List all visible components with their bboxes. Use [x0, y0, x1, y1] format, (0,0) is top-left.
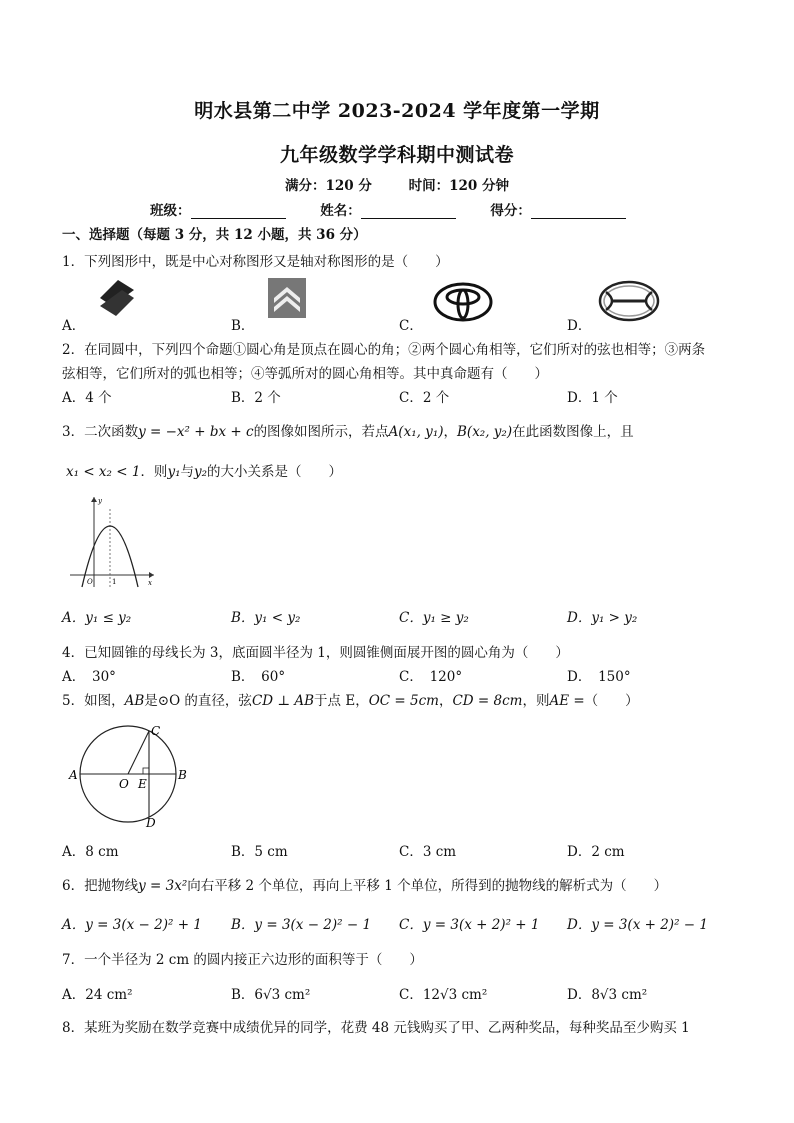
q7-option-d[interactable]: D．8√3 cm²: [567, 987, 648, 1003]
q7-option-a[interactable]: A．24 cm²: [62, 987, 133, 1003]
citroen-logo-icon: [268, 278, 306, 318]
q5-stem: [62, 689, 639, 709]
q2-option-a[interactable]: A．4 个: [62, 390, 112, 406]
q5-option-d[interactable]: D．2 cm: [567, 844, 625, 860]
q5-cd-length: CD = 8cm: [452, 693, 523, 709]
q5-label-o: O: [119, 777, 129, 791]
q1-option-a[interactable]: A．: [62, 318, 86, 334]
q3-graph-origin-label: O: [87, 578, 93, 586]
q3-option-d[interactable]: D．y₁ > y₂: [567, 610, 638, 626]
section-heading: 一、选择题（每题 3 分，共 12 小题，共 36 分）: [62, 227, 367, 243]
q5-option-a[interactable]: A．8 cm: [62, 844, 119, 860]
q4-option-c[interactable]: C． 120°: [399, 669, 463, 685]
q5-oc: OC = 5cm: [368, 693, 439, 709]
q7-stem: 7．一个半径为 2 cm 的圆内接正六边形的面积等于（ ）: [62, 952, 423, 968]
q3-with: 与: [180, 464, 194, 480]
q6-text-b: 向右平移 2 个单位，再向上平移 1 个单位，所得到的抛物线的解析式为（ ）: [187, 878, 668, 894]
q3-text-c: 在此函数图像上，且: [512, 424, 634, 440]
name-label: 姓名：: [320, 203, 361, 219]
q5-label-b: B: [178, 768, 187, 782]
exam-meta: [0, 174, 794, 194]
q3-graph-one-label: 1: [112, 578, 117, 586]
q3-y2: y₂: [193, 464, 208, 480]
q5-text-e: （ ）: [584, 693, 639, 709]
q6-option-c[interactable]: C．y = 3(x + 2)² + 1: [399, 917, 540, 933]
q5-circle-figure: [66, 722, 190, 830]
q2-stem-line1: 2．在同圆中，下列四个命题①圆心角是顶点在圆心的角；②两个圆心角相等，它们所对的弦也相等；③两条: [62, 342, 706, 358]
q6-stem: [62, 874, 667, 894]
class-blank[interactable]: [191, 204, 286, 219]
q5-text-d: ，则: [522, 693, 550, 709]
q1-option-c[interactable]: C．: [399, 318, 423, 334]
q2-stem-line2: 弦相等，它们所对的弧也相等；④等弧所对的圆心角相等。其中真命题有（ ）: [62, 366, 548, 382]
exam-title-line1: 明水县第二中学 2023-2024 学年度第一学期: [194, 100, 600, 122]
q5-label-c: C: [151, 724, 161, 738]
q5-text-a: 5．如图，: [62, 693, 125, 709]
q3-condition: x₁ < x₂ < 1: [66, 464, 141, 480]
q6-function: y = 3x²: [138, 878, 188, 894]
q4-option-d[interactable]: D． 150°: [567, 669, 631, 685]
q3-text-e: 的大小关系是（ ）: [207, 464, 343, 480]
name-blank[interactable]: [361, 204, 456, 219]
q3-option-c[interactable]: C．y₁ ≥ y₂: [399, 610, 469, 626]
q4-stem: 4．已知圆锥的母线长为 3，底面圆半径为 1，则圆锥侧面展开图的圆心角为（ ）: [62, 645, 569, 661]
q5-option-b[interactable]: B．5 cm: [231, 844, 288, 860]
student-info-fields: [150, 199, 656, 219]
q3-text-b: 的图像如图所示，若点: [253, 424, 389, 440]
q2-option-b[interactable]: B．2 个: [231, 390, 281, 406]
grade-blank[interactable]: [531, 204, 626, 219]
q5-option-c[interactable]: C．3 cm: [399, 844, 457, 860]
q3-option-a[interactable]: A．y₁ ≤ y₂: [62, 610, 132, 626]
exam-title-line2: 九年级数学学科期中测试卷: [279, 144, 514, 166]
hino-logo-icon: [598, 280, 660, 322]
q5-text-b: 是⊙O 的直径，弦: [144, 693, 252, 709]
q3-graph-x-label: x: [148, 579, 152, 587]
q3-function: y = −x² + bx + c: [138, 424, 254, 440]
q3-text-d: ．则: [140, 464, 168, 480]
q3-sep: ，: [443, 424, 457, 440]
q3-y1: y₁: [167, 464, 181, 480]
exam-time: 时间：120 分钟: [408, 178, 509, 194]
q3-text-a: 3．二次函数: [62, 424, 139, 440]
q3-point-a: A(x₁, y₁): [388, 424, 444, 440]
q5-label-a: A: [69, 768, 78, 782]
q3-stem-line2: [66, 460, 342, 480]
q5-ae: AE =: [549, 693, 585, 709]
q5-label-e: E: [138, 777, 147, 791]
q4-option-b[interactable]: B． 60°: [231, 669, 286, 685]
q6-text-a: 6．把抛物线: [62, 878, 139, 894]
q5-label-d: D: [146, 816, 156, 830]
q2-option-d[interactable]: D．1 个: [567, 390, 618, 406]
q5-text-c: 于点 E，: [314, 693, 369, 709]
q5-sep: ，: [438, 693, 453, 709]
q3-stem: [62, 420, 634, 440]
q1-option-d[interactable]: D．: [567, 318, 592, 334]
q1-option-b[interactable]: B．: [231, 318, 255, 334]
class-label: 班级：: [150, 203, 191, 219]
suzuki-logo-icon: [98, 278, 136, 318]
grade-label: 得分：: [490, 203, 531, 219]
q2-option-c[interactable]: C．2 个: [399, 390, 450, 406]
q6-option-b[interactable]: B．y = 3(x − 2)² − 1: [231, 917, 372, 933]
q8-stem: 8．某班为奖励在数学竞赛中成绩优异的同学，花费 48 元钱购买了甲、乙两种奖品，每种奖品至少购买 1: [62, 1020, 690, 1036]
q3-option-b[interactable]: B．y₁ < y₂: [231, 610, 301, 626]
q3-point-b: B(x₂, y₂): [457, 424, 513, 440]
full-score: 满分：120 分: [285, 178, 372, 194]
q4-option-a[interactable]: A． 30°: [62, 669, 116, 685]
q7-option-b[interactable]: B．6√3 cm²: [231, 987, 311, 1003]
q7-option-c[interactable]: C．12√3 cm²: [399, 987, 488, 1003]
q6-option-d[interactable]: D．y = 3(x + 2)² − 1: [567, 917, 708, 933]
q3-graph-y-label: y: [98, 497, 102, 505]
q5-ab: AB: [124, 693, 145, 709]
q6-option-a[interactable]: A．y = 3(x − 2)² + 1: [62, 917, 202, 933]
toyota-logo-icon: [433, 282, 493, 322]
q5-cd-perp: CD ⊥ AB: [251, 693, 315, 709]
q3-parabola-graph: [66, 493, 158, 589]
q1-stem: 1．下列图形中，既是中心对称图形又是轴对称图形的是（ ）: [62, 254, 449, 270]
